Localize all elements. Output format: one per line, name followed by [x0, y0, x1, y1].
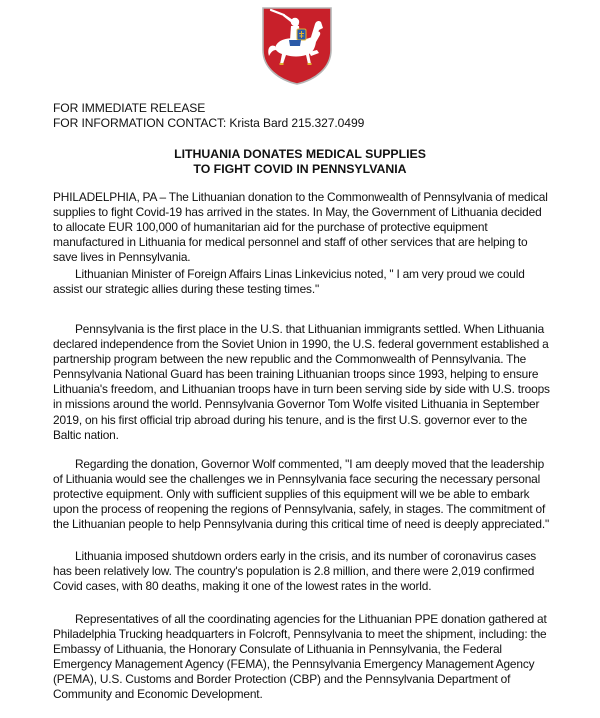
release-type-line: FOR IMMEDIATE RELEASE: [53, 101, 206, 115]
body-paragraph-dateline: PHILADELPHIA, PA – The Lithuanian donation to the Commonwealth of Pennsylvania of medical supplies to fight Covid-19 has arrived in the states. In May, the Government of Lithuania decided to allocate EUR 100,000 of humanitarian aid for the purchase of protective equipment manufactured in Lithuania for medical personnel and staff of other services that are helping to save lives in Pennsylvania.: [53, 190, 548, 265]
body-paragraph-history: Pennsylvania is the first place in the U.S. that Lithuanian immigrants settled. When Lithuania declared independence from the Soviet Union in 1990, the U.S. federal government established a partnership program between the new republic and the Commonwealth of Pennsylvania. The Pennsylvania National Guard has been training Lithuanian troops since 1993, helping to ensure Lithuania's freedom, and Lithuanian troops have in turn been serving side by side with U.S. troops in missions around the world. Pennsylvania Governor Tom Wolfe visited Lithuania in September 2019, on his first official trip abroad during his tenure, and is the first U.S. governor ever to the Baltic nation.: [53, 322, 550, 442]
contact-line: FOR INFORMATION CONTACT: Krista Bard 215.327.0499: [53, 116, 365, 130]
headline-line-2: TO FIGHT COVID IN PENNSYLVANIA: [193, 162, 407, 176]
body-paragraph-representatives: Representatives of all the coordinating agencies for the Lithuanian PPE donation gathered at Philadelphia Trucking headquarters in Folcroft, Pennsylvania to meet the shipment, including: the Embassy of Lithuania, the Honorary Consulate of Lithuania in Pennsylvania, the Federal Emergency Management Agency (FEMA), the Pennsylvania Emergency Management Agency (PEMA), U.S. Customs and Border Protection (CBP) and the Pennsylvania Department of Community and Economic Development.: [53, 612, 547, 702]
lithuania-coat-of-arms-icon: [253, 4, 341, 86]
headline-line-1: LITHUANIA DONATES MEDICAL SUPPLIES: [174, 147, 426, 161]
body-paragraph-statistics: Lithuania imposed shutdown orders early in the crisis, and its number of coronavirus cases has been relatively low. The country's population is 2.8 million, and there were 2,019 confirmed Covid cases, with 80 deaths, making it one of the lowest rates in the world.: [53, 549, 537, 594]
body-paragraph-governor-quote: Regarding the donation, Governor Wolf commented, "I am deeply moved that the leadership of Lithuania would see the challenges we in Pennsylvania face securing the necessary personal protective equipment. Only with sufficient supplies of this equipment will we be able to embark upon the process of reopening the regions of Pennsylvania, safely, in stages. The commitment of the Lithuanian people to help Pennsylvania during this critical time of need is deeply appreciated.": [53, 457, 550, 532]
body-paragraph-minister-quote: Lithuanian Minister of Foreign Affairs Linas Linkevicius noted, " I am very proud we could assist our strategic allies during these testing times.": [53, 267, 525, 297]
